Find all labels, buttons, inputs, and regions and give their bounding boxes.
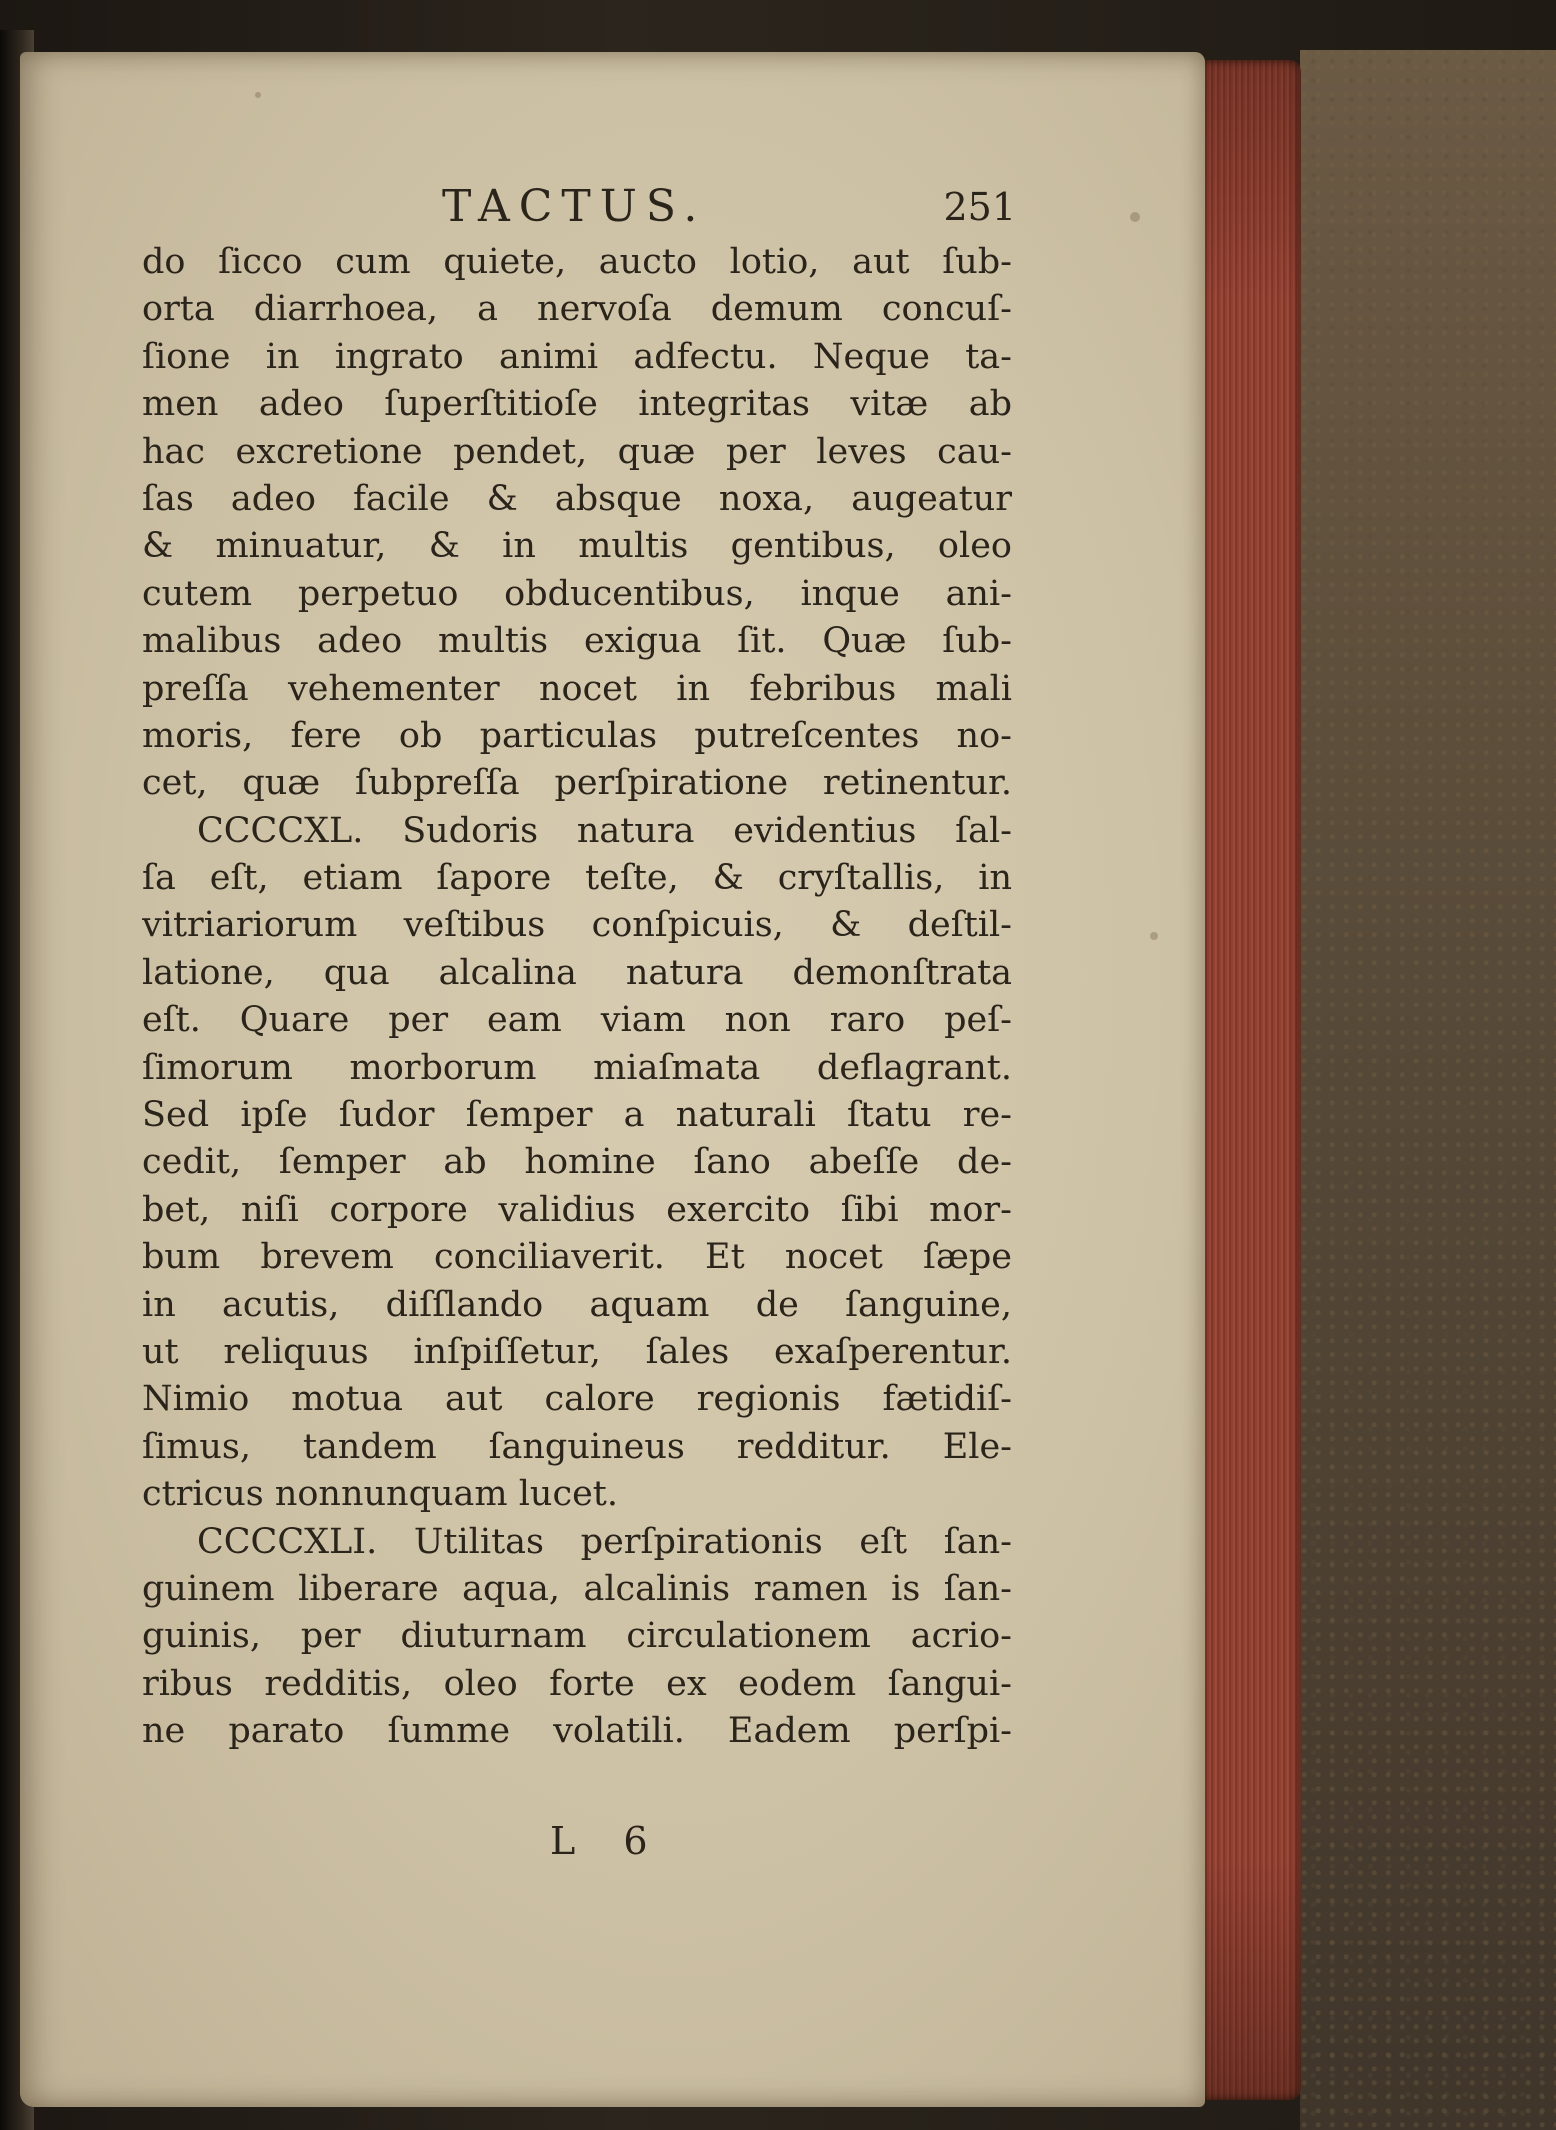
- running-header: [142, 175, 1016, 239]
- text-line: bum brevem conciliaverit. Et nocet ſæpe: [142, 1237, 1012, 1278]
- text-line: guinis, per diuturnam circulationem acrio-: [142, 1616, 1012, 1657]
- text-line: ribus redditis, oleo forte ex eodem ſangui-: [142, 1663, 1012, 1704]
- text-line: cet, quæ ſubpreſſa perſpiratione retinentur.: [142, 763, 1012, 804]
- text-line: preſſa vehementer nocet in febribus mali: [142, 668, 1012, 709]
- text-line: moris, fere ob particulas putreſcentes no-: [142, 715, 1012, 756]
- text-line: & minuatur, & in multis gentibus, oleo: [142, 526, 1012, 567]
- text-line: vitriariorum veſtibus conſpicuis, & deſtil-: [142, 905, 1012, 946]
- text-line: men adeo ſuperſtitioſe integritas vitæ ab: [142, 384, 1012, 425]
- page-edge-shading: [1196, 60, 1301, 2100]
- text-line: Nimio motua aut calore regionis fætidiſ-: [142, 1379, 1012, 1420]
- text-line: ſas adeo facile & absque noxa, augeatur: [142, 478, 1012, 519]
- text-line: ſa eſt, etiam ſapore teſte, & cryſtallis, in: [142, 858, 1012, 899]
- foxing-spot: [1130, 212, 1140, 222]
- text-line: ſimus, tandem ſanguineus redditur. Ele-: [142, 1426, 1012, 1467]
- text-line: cutem perpetuo obducentibus, inque ani-: [142, 573, 1012, 614]
- text-line: hac excretione pendet, quæ per leves cau-: [142, 431, 1012, 472]
- page-number: 251: [943, 185, 1016, 229]
- foxing-spot: [255, 92, 261, 98]
- section-heading-line: CCCCXLI. Utilitas perſpirationis eſt ſan-: [197, 1521, 1012, 1562]
- text-line: orta diarrhoea, a nervoſa demum concuſ-: [142, 289, 1012, 330]
- text-line: do ſicco cum quiete, aucto lotio, aut ſub-: [142, 242, 1012, 282]
- text-line: ſione in ingrato animi adfectu. Neque ta-: [142, 336, 1012, 377]
- text-line: bet, niſi corpore validius exercito ſibi mor-: [142, 1189, 1012, 1230]
- text-line: latione, qua alcalina natura demonſtrata: [142, 952, 1012, 993]
- section-heading-line: CCCCXL. Sudoris natura evidentius ſal-: [197, 810, 1012, 851]
- text-line: cedit, ſemper ab homine ſano abeſſe de-: [142, 1142, 1012, 1183]
- text-line: guinem liberare aqua, alcalinis ramen is ſan-: [142, 1568, 1012, 1609]
- body-text: [142, 239, 1012, 1756]
- marbled-cover-board: [1300, 50, 1556, 2130]
- text-line: ut reliquus inſpiſſetur, ſales exaſperentur.: [142, 1331, 1012, 1372]
- page-text-block: [142, 175, 1016, 1756]
- text-line: eſt. Quare per eam viam non raro peſ-: [142, 1000, 1012, 1041]
- text-line: ſimorum morborum miaſmata deflagrant.: [142, 1047, 1012, 1088]
- signature-mark: L 6: [550, 1819, 666, 1863]
- text-line: Sed ipſe ſudor ſemper a naturali ſtatu re-: [142, 1095, 1012, 1136]
- text-line: ne parato ſumme volatili. Eadem perſpi-: [142, 1711, 1012, 1752]
- running-title: TACTUS.: [442, 181, 707, 232]
- text-line: malibus adeo multis exigua ſit. Quæ ſub-: [142, 621, 1012, 662]
- text-line: in acutis, diſſlando aquam de ſanguine,: [142, 1284, 1012, 1325]
- text-line: ctricus nonnunquam lucet.: [142, 1474, 618, 1515]
- foxing-spot: [1150, 932, 1158, 940]
